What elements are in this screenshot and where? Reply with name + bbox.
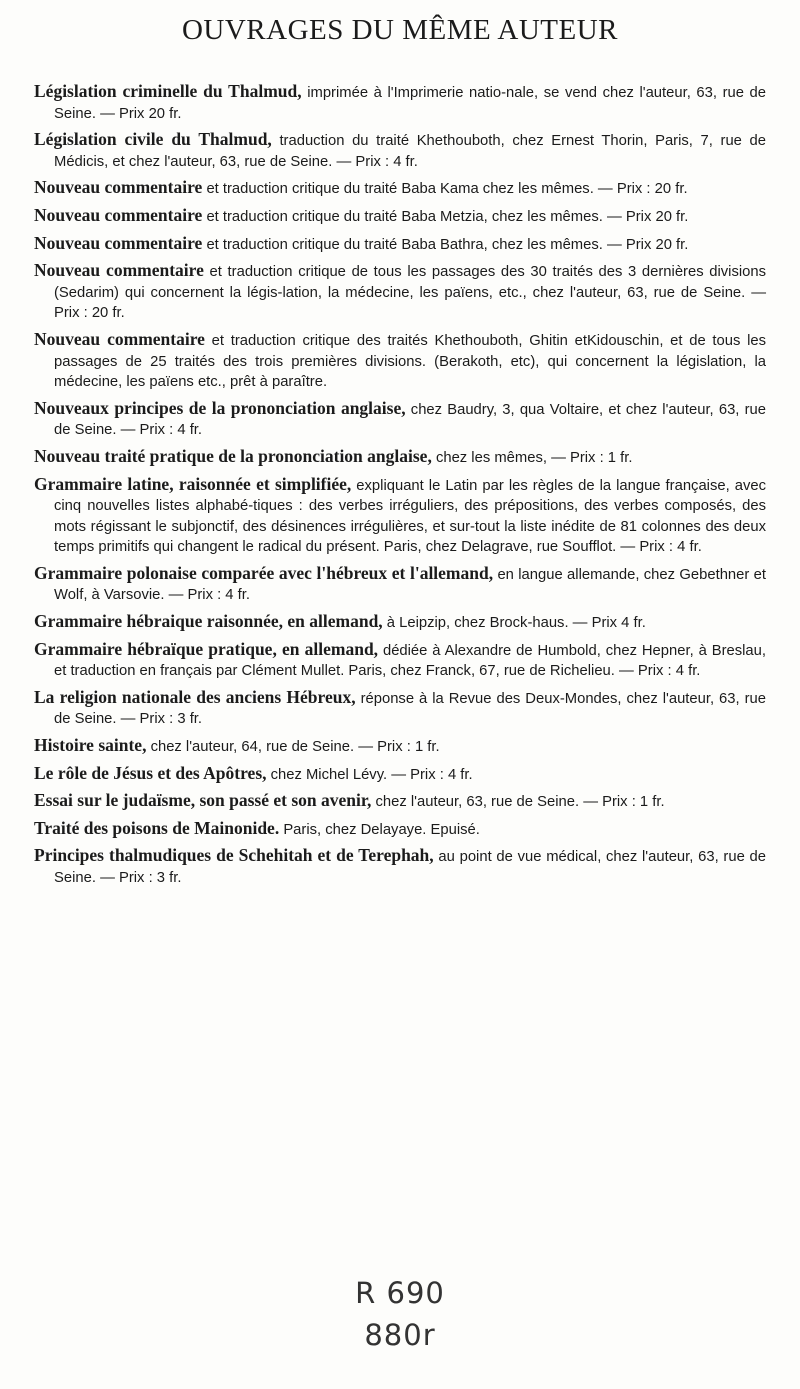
entry-details: chez Michel Lévy. — Prix : 4 fr.: [266, 766, 473, 783]
entry-title: Traité des poisons de Mainonide.: [34, 817, 280, 838]
list-item: [34, 736, 766, 758]
entry-details: réponse à la Revue des Deux-Mondes, chez l'auteur, 63, rue de Seine. — Prix : 3 fr.: [54, 690, 766, 728]
entry-details: et traduction critique du traité Baba Bathra, chez les mêmes. — Prix 20 fr.: [202, 236, 689, 253]
entry-title: Législation criminelle du Thalmud,: [34, 81, 302, 101]
entry-details: chez les mêmes, — Prix : 1 fr.: [431, 449, 633, 466]
list-item: [34, 688, 766, 730]
list-item: [34, 846, 766, 888]
list-item: [34, 612, 766, 634]
list-item: [34, 261, 766, 324]
list-item: [34, 399, 766, 441]
list-item: [34, 819, 766, 841]
list-item: [34, 447, 766, 469]
entry-title: Nouveau commentaire: [34, 328, 205, 349]
list-item: [34, 234, 766, 256]
list-item: [34, 564, 766, 606]
entry-details: et traduction critique du traité Baba Kama chez les mêmes. — Prix : 20 fr.: [202, 181, 688, 198]
entry-title: Principes thalmudiques de Schehitah et de Terephah,: [34, 845, 434, 866]
entry-details: au point de vue médical, chez l'auteur, 63, rue de Seine. — Prix : 3 fr.: [54, 849, 767, 886]
shelfmark-line-2: 880r: [364, 1318, 436, 1352]
entry-title: Nouveau commentaire: [34, 204, 203, 225]
entry-title: Nouveaux principes de la prononciation anglaise,: [34, 397, 406, 418]
entry-details: et traduction critique des traités Khethouboth, Ghitin etKidouschin, et de tous les passages de 25 traités des trois premières divisions. (Berakoth, etc), qui concernent la législation, la médecine, les païens etc., prêt à paraître.: [54, 332, 767, 391]
list-item: [34, 330, 766, 393]
entry-details: à Leipzip, chez Brock-haus. — Prix 4 fr.: [382, 615, 646, 632]
entry-title: Essai sur le judaïsme, son passé et son avenir,: [34, 790, 372, 811]
entry-title: Grammaire polonaise comparée avec l'hébreux et l'allemand,: [34, 562, 494, 583]
entry-details: et traduction critique de tous les passages des 30 traités des 3 dernières divisions (Sedarim) qui concernent la légis-lation, la médecine, les païens, etc., chez l'auteur, 63, rue de Seine. — Prix : 20 fr.: [54, 264, 767, 322]
entry-details: chez l'auteur, 64, rue de Seine. — Prix : 1 fr.: [146, 739, 440, 756]
entry-title: Grammaire latine, raisonnée et simplifiée,: [34, 473, 352, 494]
entry-details: traduction du traité Khethouboth, chez Ernest Thorin, Paris, 7, rue de Médicis, et chez l'auteur, 63, rue de Seine. — Prix : 4 fr.: [54, 133, 766, 170]
entry-details: dédiée à Alexandre de Humbold, chez Hepner, à Breslau, et traduction en français par Clément Mullet. Paris, chez Franck, 67, rue de Richelieu. — Prix : 4 fr.: [54, 642, 766, 680]
page-title: OUVRAGES DU MÊME AUTEUR: [181, 14, 619, 46]
entry-details: Paris, chez Delayaye. Epuisé.: [279, 821, 480, 838]
list-item: [34, 178, 766, 200]
entry-details: et traduction critique du traité Baba Metzia, chez les mêmes. — Prix 20 fr.: [202, 208, 689, 225]
list-item: [34, 82, 766, 124]
list-item: [34, 206, 766, 228]
entry-details: chez l'auteur, 63, rue de Seine. — Prix : 1 fr.: [371, 794, 665, 811]
entry-title: Nouveau commentaire: [34, 260, 204, 281]
entry-title: Nouveau commentaire: [34, 177, 203, 198]
list-item: [34, 130, 766, 172]
entry-title: Nouveau commentaire: [34, 232, 203, 253]
entry-details: en langue allemande, chez Gebethner et Wolf, à Varsovie. — Prix : 4 fr.: [54, 566, 766, 604]
bibliography-list: [34, 82, 766, 895]
entry-title: Histoire sainte,: [34, 735, 147, 756]
entry-details: chez Baudry, 3, qua Voltaire, et chez l'auteur, 63, rue de Seine. — Prix : 4 fr.: [54, 401, 766, 439]
entry-title: Nouveau traité pratique de la prononciation anglaise,: [34, 445, 432, 466]
shelfmark-line-1: R 690: [355, 1276, 445, 1310]
entry-title: Le rôle de Jésus et des Apôtres,: [34, 762, 267, 783]
entry-title: Législation civile du Thalmud,: [34, 129, 272, 150]
list-item: [34, 640, 766, 682]
entry-title: La religion nationale des anciens Hébreux,: [34, 686, 356, 707]
entry-details: expliquant le Latin par les règles de la langue française, avec cinq nouvelles listes alphabé-tiques : des verbes irréguliers, des prépositions, des verbes composés, des mots régissant le subjonctif, des désinences irrégulières, et sur-tout la liste inédite de 81 colonnes des deux temps primitifs qui changent le radical du présent. Paris, chez Delagrave, rue Soufflot. — Prix : 4 fr.: [54, 477, 766, 556]
list-item: [34, 475, 766, 558]
list-item: [34, 791, 766, 813]
list-item: [34, 764, 766, 786]
entry-title: Grammaire hébraique raisonnée, en allemand,: [34, 611, 383, 632]
entry-details: imprimée à l'Imprimerie natio-nale, se vend chez l'auteur, 63, rue de Seine. — Prix 20 fr.: [54, 85, 767, 122]
entry-title: Grammaire hébraïque pratique, en allemand,: [34, 638, 379, 659]
